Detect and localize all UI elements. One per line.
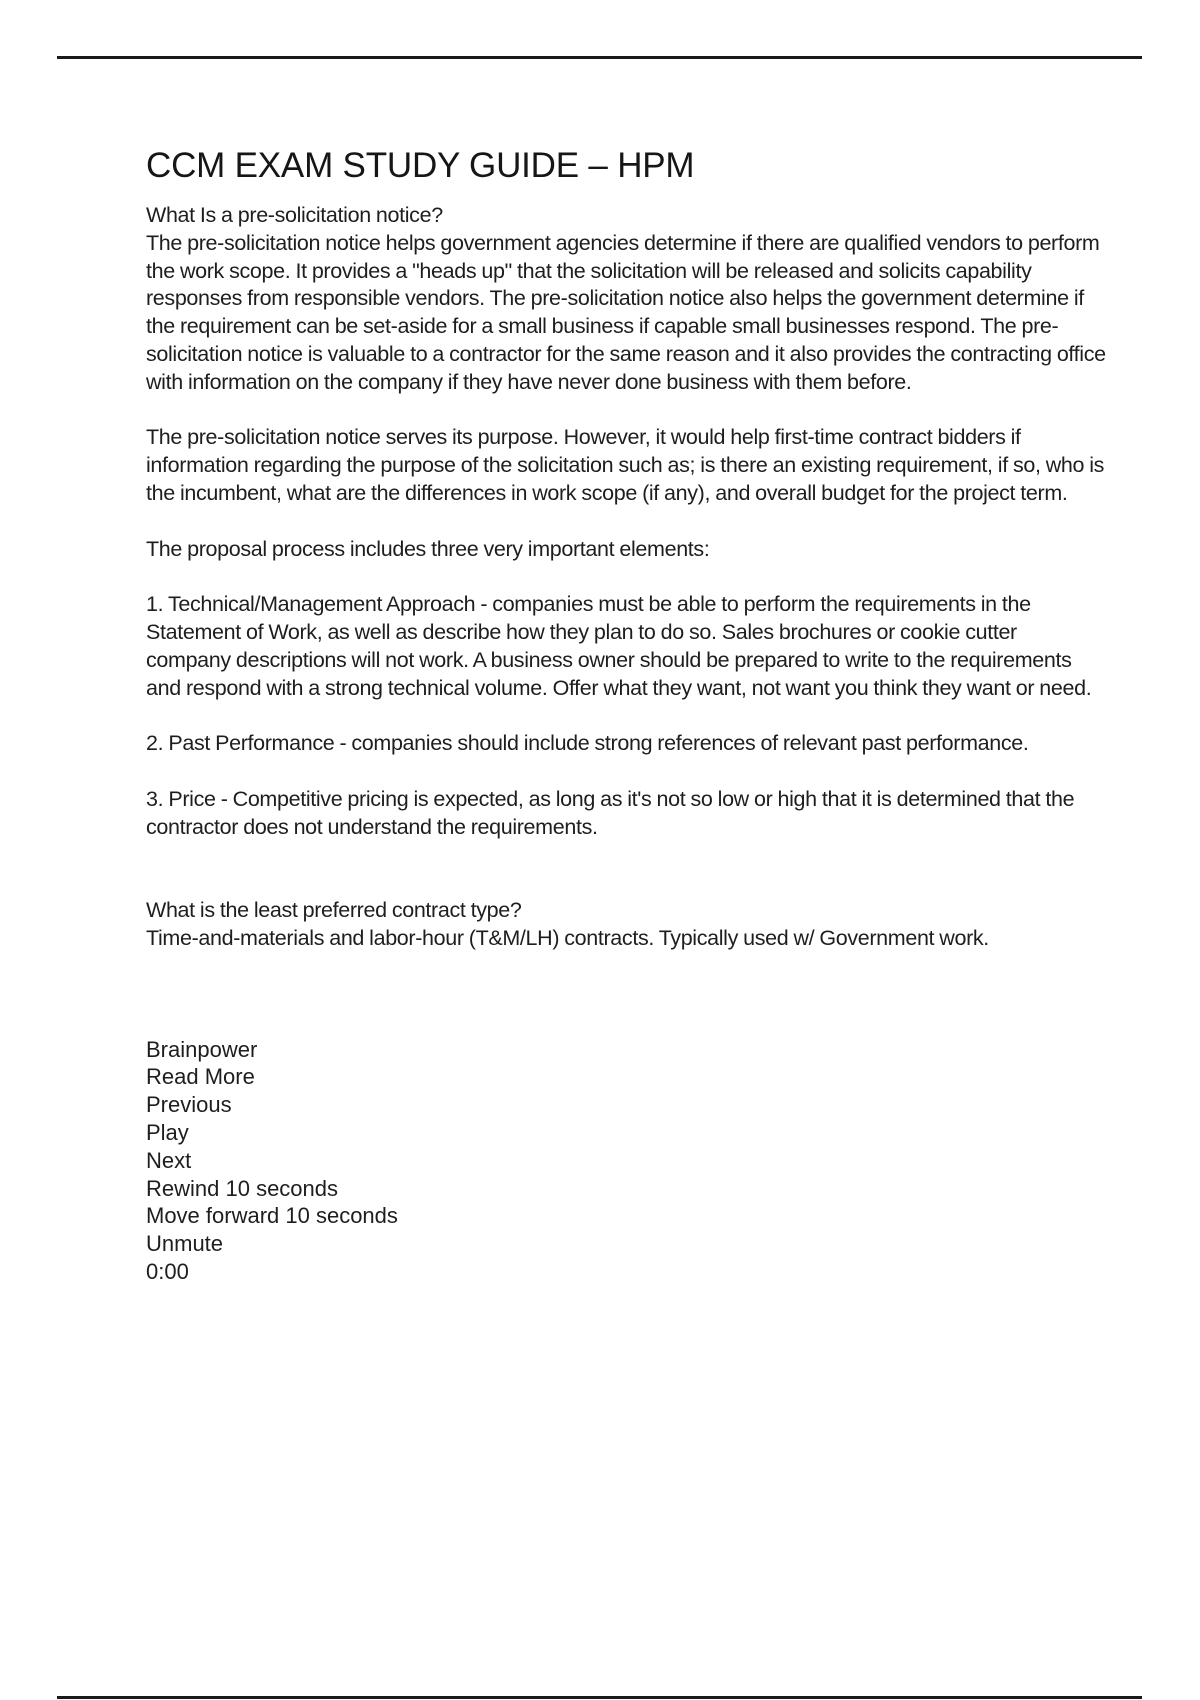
- list-item-price: 3. Price - Competitive pricing is expected, as long as it's not so low or high that it is determined that the contractor does not understand the requirements.: [146, 786, 1075, 839]
- list-item-technical-approach: 1. Technical/Management Approach - companies must be able to perform the requirements in the Statement of Work, as well as describe how they plan to do so. Sales brochures or cookie cutter company descriptions will not work. A business owner should be prepared to write to the requirements and respond with a strong technical volume. Offer what they want, not want you think they want or need.: [146, 592, 1092, 700]
- brainpower-brand-link[interactable]: Brainpower: [146, 1036, 258, 1062]
- bottom-divider: [57, 1696, 1142, 1699]
- play-button[interactable]: Play: [146, 1119, 189, 1145]
- document-page: [146, 146, 1106, 1286]
- section-pre-solicitation: [146, 202, 1106, 841]
- answer-paragraph: Time-and-materials and labor-hour (T&M/LH) contracts. Typically used w/ Government work.: [146, 925, 989, 950]
- playback-time: 0:00: [146, 1258, 189, 1284]
- rewind-10-seconds-button[interactable]: Rewind 10 seconds: [146, 1175, 339, 1201]
- answer-paragraph: The proposal process includes three very important elements:: [146, 536, 710, 561]
- forward-10-seconds-button[interactable]: Move forward 10 seconds: [146, 1203, 398, 1229]
- question-heading: What Is a pre-solicitation notice?: [146, 203, 443, 227]
- next-button[interactable]: Next: [146, 1147, 192, 1173]
- media-player-controls: [146, 1036, 1106, 1286]
- list-item-past-performance: 2. Past Performance - companies should include strong references of relevant past performance.: [146, 731, 1029, 756]
- previous-button[interactable]: Previous: [146, 1092, 232, 1118]
- document-title: CCM EXAM STUDY GUIDE – HPM: [146, 146, 695, 185]
- section-contract-type: [146, 897, 1106, 953]
- answer-paragraph: The pre-solicitation notice serves its purpose. However, it would help first-time contract bidders if information regarding the purpose of the solicitation such as; is there an existing requirement, if so, who is the incumbent, what are the differences in work scope (if any), and overall budget for the project term.: [146, 425, 1105, 505]
- answer-paragraph: The pre-solicitation notice helps government agencies determine if there are qualified vendors to perform the work scope. It provides a "heads up" that the solicitation will be released and solicits capability responses from responsible vendors. The pre-solicitation notice also helps the government determine if the requirement can be set-aside for a small business if capable small businesses respond. The pre-solicitation notice is valuable to a contractor for the same reason and it also provides the contracting office with information on the company if they have never done business with them before.: [146, 230, 1106, 394]
- read-more-link[interactable]: Read More: [146, 1064, 255, 1090]
- unmute-button[interactable]: Unmute: [146, 1231, 224, 1257]
- question-heading: What is the least preferred contract type?: [146, 897, 522, 922]
- top-divider: [57, 56, 1142, 59]
